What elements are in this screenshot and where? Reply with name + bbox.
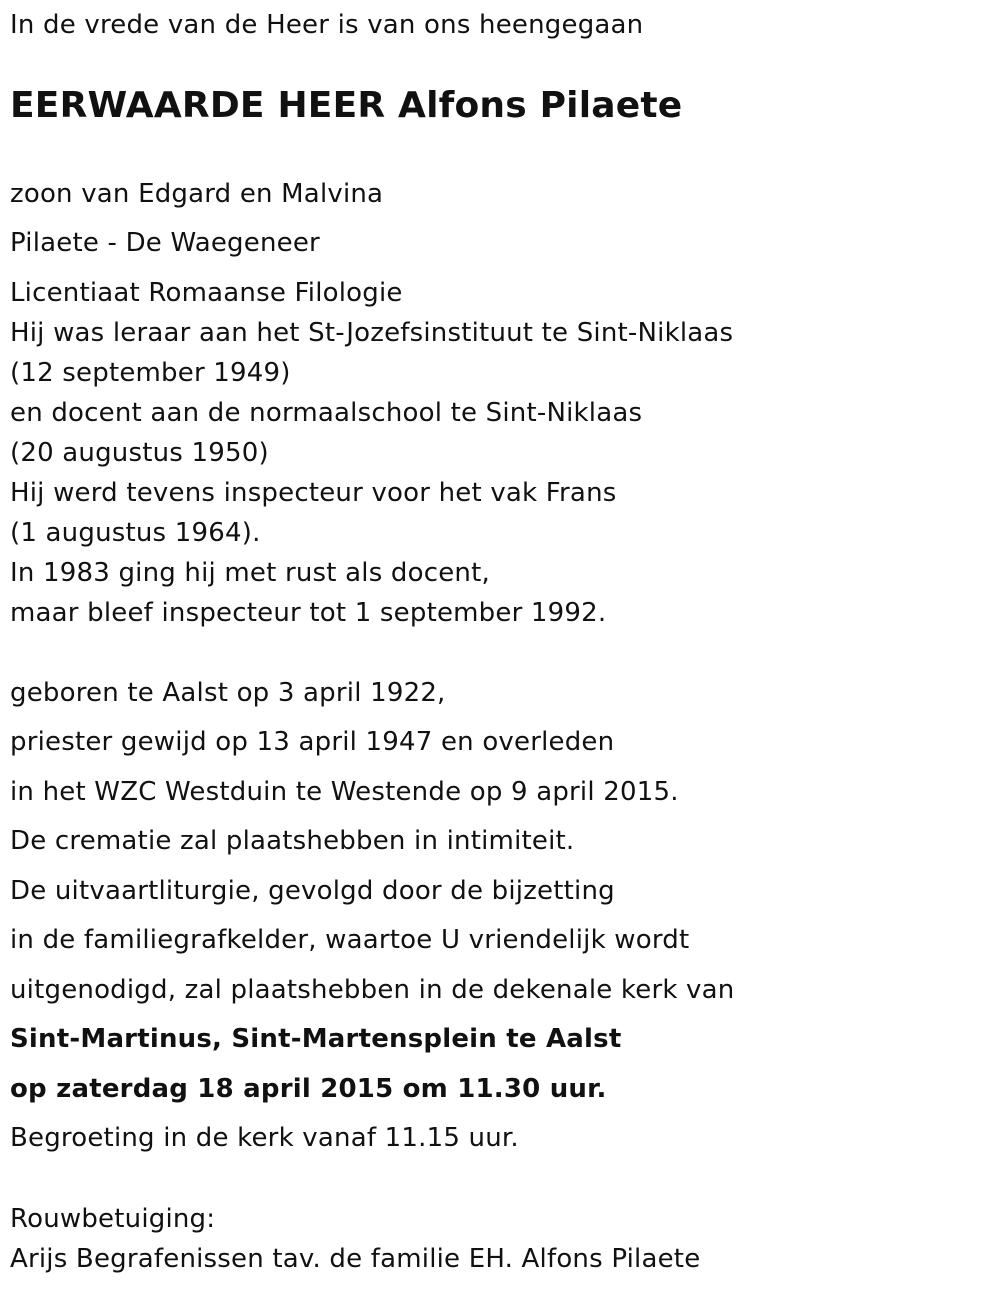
career-line-5: (20 augustus 1950) (10, 438, 269, 468)
deceased-title: EERWAARDE HEER Alfons Pilaete (10, 85, 683, 126)
details-line-4: De crematie zal plaatshebben in intimiteit. (10, 826, 575, 856)
parents-line-1: zoon van Edgard en Malvina (10, 179, 384, 209)
career-line-9: maar bleef inspecteur tot 1 september 1992. (10, 598, 607, 628)
funeral-location: Sint-Martinus, Sint-Martensplein te Aalst (10, 1024, 622, 1054)
greeting-text: Begroeting in de kerk vanaf 11.15 uur. (10, 1123, 519, 1153)
parents-line-2: Pilaete - De Waegeneer (10, 228, 320, 258)
details-line-6: in de familiegrafkelder, waartoe U vriendelijk wordt (10, 925, 690, 955)
career-line-8: In 1983 ging hij met rust als docent, (10, 558, 490, 588)
career-line-4: en docent aan de normaalschool te Sint-Niklaas (10, 398, 643, 428)
career-line-6: Hij werd tevens inspecteur voor het vak Frans (10, 478, 617, 508)
details-line-7: uitgenodigd, zal plaatshebben in de dekenale kerk van (10, 975, 735, 1005)
career-line-7: (1 augustus 1964). (10, 518, 261, 548)
details-line-1: geboren te Aalst op 3 april 1922, (10, 678, 446, 708)
details-line-3: in het WZC Westduin te Westende op 9 april 2015. (10, 777, 679, 807)
intro-text: In de vrede van de Heer is van ons heengegaan (10, 10, 644, 40)
career-line-2: Hij was leraar aan het St-Jozefsinstituut te Sint-Niklaas (10, 318, 734, 348)
condolence-label: Rouwbetuiging: (10, 1204, 216, 1234)
career-line-3: (12 september 1949) (10, 358, 291, 388)
career-line-1: Licentiaat Romaanse Filologie (10, 278, 403, 308)
details-line-2: priester gewijd op 13 april 1947 en overleden (10, 727, 615, 757)
funeral-date: op zaterdag 18 april 2015 om 11.30 uur. (10, 1074, 607, 1104)
condolence-address: Arijs Begrafenissen tav. de familie EH. Alfons Pilaete (10, 1244, 701, 1274)
details-line-5: De uitvaartliturgie, gevolgd door de bijzetting (10, 876, 615, 906)
